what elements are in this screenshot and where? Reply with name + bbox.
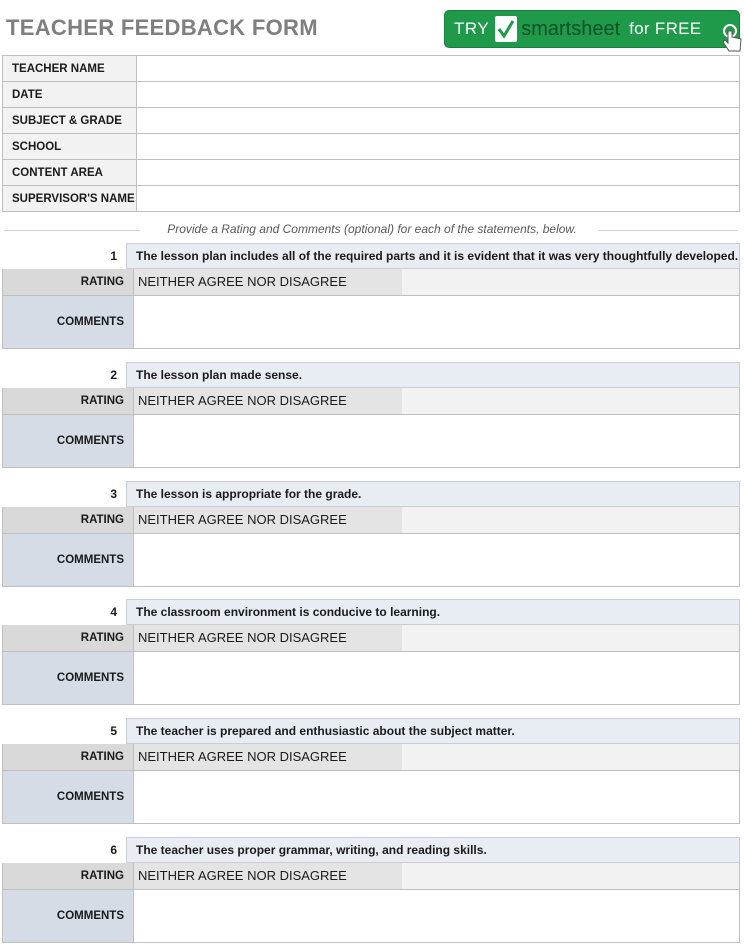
rating-label: RATING [2,625,134,652]
instruction-text: Provide a Rating and Comments (optional) for each of the statements, below. [167,222,577,236]
rating-select[interactable]: NEITHER AGREE NOR DISAGREE [134,863,402,889]
teacher-name-field[interactable] [137,56,740,82]
divider-right [598,230,738,231]
comments-field[interactable] [134,534,740,587]
rating-label: RATING [2,507,134,534]
comments-label: COMMENTS [2,534,134,587]
comments-field[interactable] [134,415,740,468]
comments-label: COMMENTS [2,415,134,468]
question-statement: The lesson plan includes all of the required parts and it is evident that it was very thoughtfully developed. [126,243,740,269]
comments-label: COMMENTS [2,890,134,943]
page-title: TEACHER FEEDBACK FORM [6,15,318,40]
comments-field[interactable] [134,771,740,824]
supervisor-name-label: SUPERVISOR'S NAME [3,186,137,212]
rating-select[interactable]: NEITHER AGREE NOR DISAGREE [134,625,402,651]
question-number: 3 [110,487,117,501]
promo-try-text: TRY [454,19,490,38]
info-row-date [3,82,740,108]
rating-label: RATING [2,744,134,771]
question-number: 5 [110,724,117,738]
date-label: DATE [3,82,137,108]
checkmark-icon [495,16,517,42]
supervisor-name-field[interactable] [137,186,740,212]
content-area-field[interactable] [137,160,740,186]
rating-label: RATING [2,388,134,415]
promo-free-text: for FREE [629,19,702,38]
rating-select[interactable]: NEITHER AGREE NOR DISAGREE [134,507,402,533]
info-row-supervisor-name [3,186,740,212]
info-row-teacher-name [3,56,740,82]
rating-label: RATING [2,863,134,890]
teacher-name-label: TEACHER NAME [3,56,137,82]
question-statement: The teacher uses proper grammar, writing, and reading skills. [126,837,740,863]
content-area-label: CONTENT AREA [3,160,137,186]
promo-brand-text: smartsheet [521,17,621,40]
info-row-school [3,134,740,160]
comments-label: COMMENTS [2,652,134,705]
instruction-row [0,222,744,236]
question-number: 1 [110,249,117,263]
rating-select[interactable]: NEITHER AGREE NOR DISAGREE [134,388,402,414]
try-smartsheet-button[interactable] [444,10,740,48]
question-block-6 [2,837,740,943]
teacher-info-table [2,55,740,212]
subject-grade-label: SUBJECT & GRADE [3,108,137,134]
rating-select[interactable]: NEITHER AGREE NOR DISAGREE [134,269,402,295]
question-statement: The teacher is prepared and enthusiastic about the subject matter. [126,718,740,744]
divider-left [4,230,140,231]
comments-field[interactable] [134,296,740,349]
question-number: 6 [110,843,117,857]
question-block-5 [2,718,740,824]
question-block-3 [2,481,740,587]
question-number: 2 [110,368,117,382]
question-statement: The lesson is appropriate for the grade. [126,481,740,507]
question-block-4 [2,599,740,705]
comments-field[interactable] [134,890,740,943]
comments-field[interactable] [134,652,740,705]
comments-label: COMMENTS [2,296,134,349]
school-field[interactable] [137,134,740,160]
rating-select[interactable]: NEITHER AGREE NOR DISAGREE [134,744,402,770]
comments-label: COMMENTS [2,771,134,824]
question-number: 4 [110,605,117,619]
info-row-subject-grade [3,108,740,134]
subject-grade-field[interactable] [137,108,740,134]
school-label: SCHOOL [3,134,137,160]
question-block-2 [2,362,740,468]
rating-label: RATING [2,269,134,296]
date-field[interactable] [137,82,740,108]
info-row-content-area [3,160,740,186]
question-statement: The classroom environment is conducive to learning. [126,599,740,625]
question-statement: The lesson plan made sense. [126,362,740,388]
hand-cursor-icon [721,23,743,58]
question-block-1 [2,243,740,349]
